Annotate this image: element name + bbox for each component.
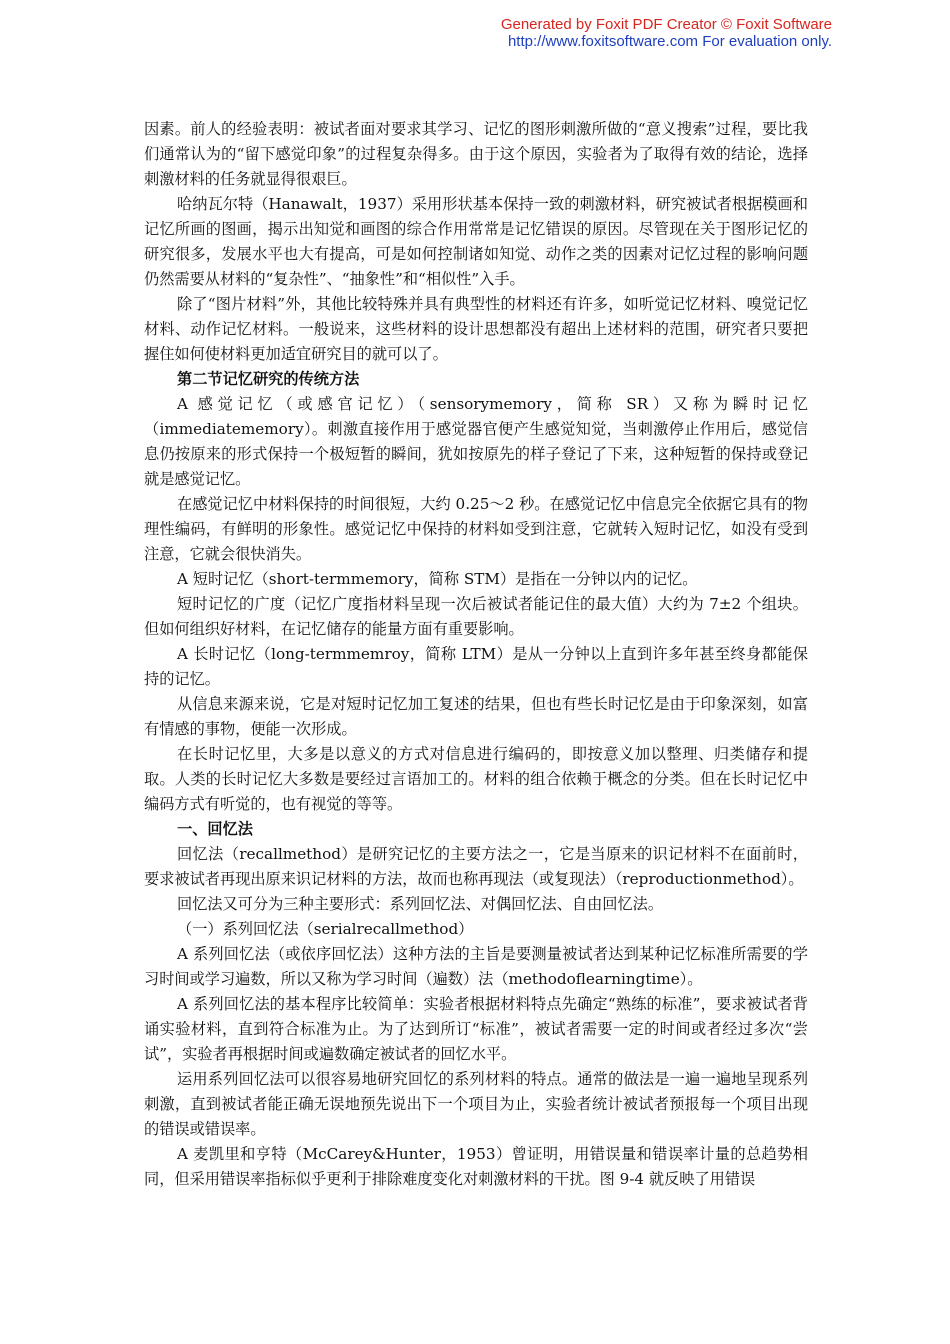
paragraph: A 系列回忆法（或依序回忆法）这种方法的主旨是要测量被试者达到某种记忆标准所需要的学习时间或学习遍数，所以又称为学习时间（遍数）法（methodoflearningtime）。: [144, 945, 808, 988]
paragraph: 在长时记忆里，大多是以意义的方式对信息进行编码的，即按意义加以整理、归类储存和提取。人类的长时记忆大多数是要经过言语加工的。材料的组合依赖于概念的分类。但在长时记忆中编码方式有听觉的，也有视觉的等等。: [144, 745, 808, 813]
paragraph: A 麦凯里和亨特（McCarey&Hunter，1953）曾证明，用错误量和错误率计量的总趋势相同，但采用错误率指标似乎更利于排除难度变化对刺激材料的干扰。图 9-4 就反映了用错误: [144, 1145, 808, 1188]
subsection-heading: （一）系列回忆法（serialrecallmethod）: [177, 920, 474, 938]
paragraph: A 感觉记忆（或感官记忆）（sensorymemory，简称 SR）又称为瞬时记忆（immediatememory）。刺激直接作用于感觉器官便产生感觉知觉，当刺激停止作用后，感觉信息仍按原来的形式保持一个极短暂的瞬间，犹如按原先的样子登记了下来，这种短暂的保持或登记就是感觉记忆。: [144, 395, 808, 488]
paragraph: 运用系列回忆法可以很容易地研究回忆的系列材料的特点。通常的做法是一遍一遍地呈现系列刺激，直到被试者能正确无误地预先说出下一个项目为止，实验者统计被试者预报每一个项目出现的错误或错误率。: [144, 1070, 808, 1138]
paragraph: A 系列回忆法的基本程序比较简单：实验者根据材料特点先确定“熟练的标准”，要求被试者背诵实验材料，直到符合标准为止。为了达到所订“标准”，被试者需要一定的时间或者经过多次“尝试”，实验者再根据时间或遍数确定被试者的回忆水平。: [144, 995, 808, 1063]
watermark-title: Generated by Foxit PDF Creator © Foxit Software: [500, 16, 832, 33]
watermark: [501, 16, 832, 50]
paragraph: 在感觉记忆中材料保持的时间很短，大约 0.25～2 秒。在感觉记忆中信息完全依据它具有的物理性编码，有鲜明的形象性。感觉记忆中保持的材料如受到注意，它就转入短时记忆，如没有受到注意，它就会很快消失。: [144, 495, 808, 563]
paragraph: 因素。前人的经验表明：被试者面对要求其学习、记忆的图形刺激所做的“意义搜索”过程，要比我们通常认为的“留下感觉印象”的过程复杂得多。由于这个原因，实验者为了取得有效的结论，选择刺激材料的任务就显得很艰巨。: [144, 120, 808, 188]
section-heading: 第二节记忆研究的传统方法: [177, 370, 360, 388]
paragraph: 回忆法又可分为三种主要形式：系列回忆法、对偶回忆法、自由回忆法。: [177, 895, 663, 913]
paragraph: 除了“图片材料”外，其他比较特殊并具有典型性的材料还有许多，如听觉记忆材料、嗅觉记忆材料、动作记忆材料。一般说来，这些材料的设计思想都没有超出上述材料的范围，研究者只要把握住如何使材料更加适宜研究目的就可以了。: [144, 295, 808, 363]
watermark-url: http://www.foxitsoftware.com For evaluation only.: [507, 33, 832, 50]
paragraph: 从信息来源来说，它是对短时记忆加工复述的结果，但也有些长时记忆是由于印象深刻，如富有情感的事物，便能一次形成。: [144, 695, 808, 738]
section-heading: 一、回忆法: [177, 820, 253, 838]
paragraph: A 长时记忆（long-termmemroy，简称 LTM）是从一分钟以上直到许多年甚至终身都能保持的记忆。: [144, 645, 808, 688]
paragraph: 短时记忆的广度（记忆广度指材料呈现一次后被试者能记住的最大值）大约为 7±2 个组块。但如何组织好材料，在记忆储存的能量方面有重要影响。: [144, 595, 808, 638]
paragraph: 哈纳瓦尔特（Hanawalt，1937）采用形状基本保持一致的刺激材料，研究被试者根据模画和记忆所画的图画，揭示出知觉和画图的综合作用常常是记忆错误的原因。尽管现在关于图形记忆的研究很多，发展水平也大有提高，可是如何控制诸如知觉、动作之类的因素对记忆过程的影响问题仍然需要从材料的“复杂性”、“抽象性”和“相似性”入手。: [144, 195, 808, 288]
paragraph: 回忆法（recallmethod）是研究记忆的主要方法之一，它是当原来的识记材料不在面前时，要求被试者再现出原来识记材料的方法，故而也称再现法（或复现法）（reproductionmethod）。: [144, 845, 808, 888]
document-body: [144, 117, 808, 1192]
paragraph: A 短时记忆（short-termmemory，简称 STM）是指在一分钟以内的记忆。: [177, 570, 698, 588]
